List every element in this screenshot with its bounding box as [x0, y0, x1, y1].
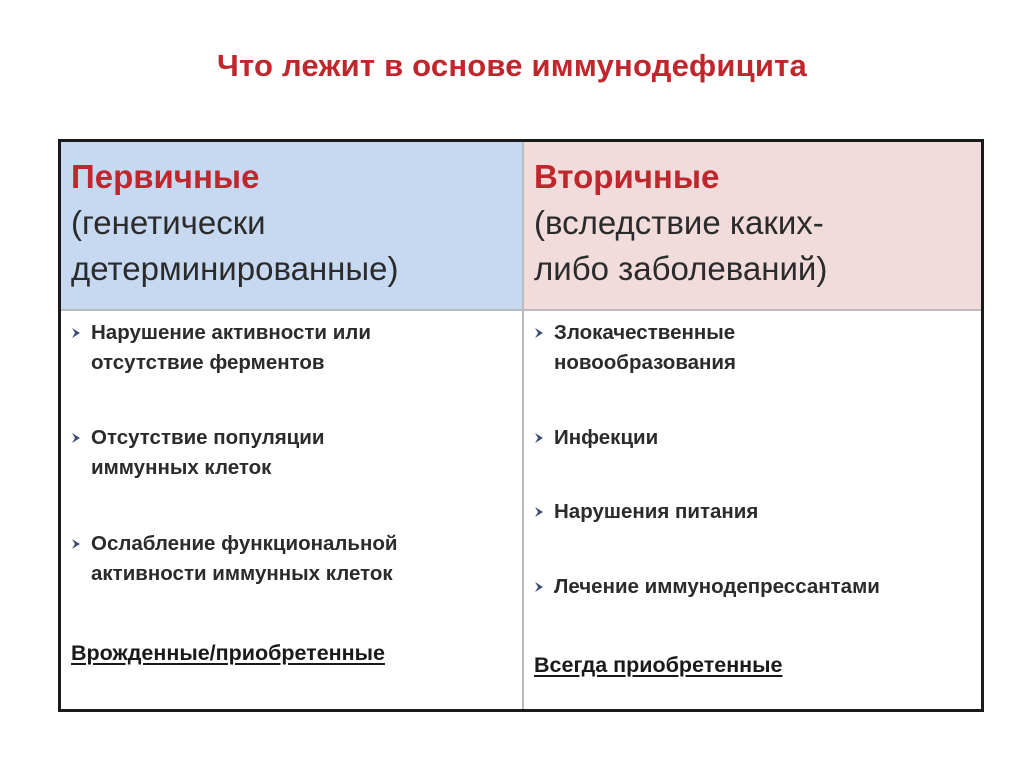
page-title: Что лежит в основе иммунодефицита [217, 48, 807, 83]
comparison-table [58, 139, 984, 712]
secondary-body-cell [524, 311, 981, 709]
primary-subheading: (генетически детерминированные) [71, 204, 399, 287]
primary-heading: Первичные [71, 158, 260, 195]
list-item-text: Ослабление функциональной активности иммунных клеток [91, 532, 398, 585]
primary-body-cell [61, 311, 522, 709]
secondary-subheading: (вследствие каких-либо заболеваний) [534, 204, 828, 287]
list-item [61, 318, 371, 378]
chevron-right-icon [61, 423, 91, 444]
list-item [524, 318, 736, 378]
chevron-right-icon [524, 497, 554, 518]
list-item [61, 529, 398, 589]
secondary-summary: Всегда приобретенные [534, 653, 783, 677]
list-item [524, 572, 880, 602]
primary-header-cell [61, 142, 522, 309]
list-item-text: Нарушения питания [554, 500, 759, 523]
chevron-right-icon [524, 423, 554, 444]
primary-summary: Врожденные/приобретенные [71, 641, 385, 665]
chevron-right-icon [61, 318, 91, 339]
list-item-text: Отсутствие популяции иммунных клеток [91, 426, 325, 479]
chevron-right-icon [61, 529, 91, 550]
chevron-right-icon [524, 572, 554, 593]
list-item [524, 497, 758, 527]
list-item-text: Нарушение активности или отсутствие ферментов [91, 321, 371, 374]
list-item [524, 423, 658, 453]
chevron-right-icon [524, 318, 554, 339]
secondary-heading: Вторичные [534, 158, 720, 195]
list-item-text: Злокачественные новообразования [554, 321, 736, 374]
list-item [61, 423, 325, 483]
secondary-header-cell [524, 142, 981, 309]
list-item-text: Инфекции [554, 426, 659, 449]
list-item-text: Лечение иммунодепрессантами [554, 575, 880, 598]
